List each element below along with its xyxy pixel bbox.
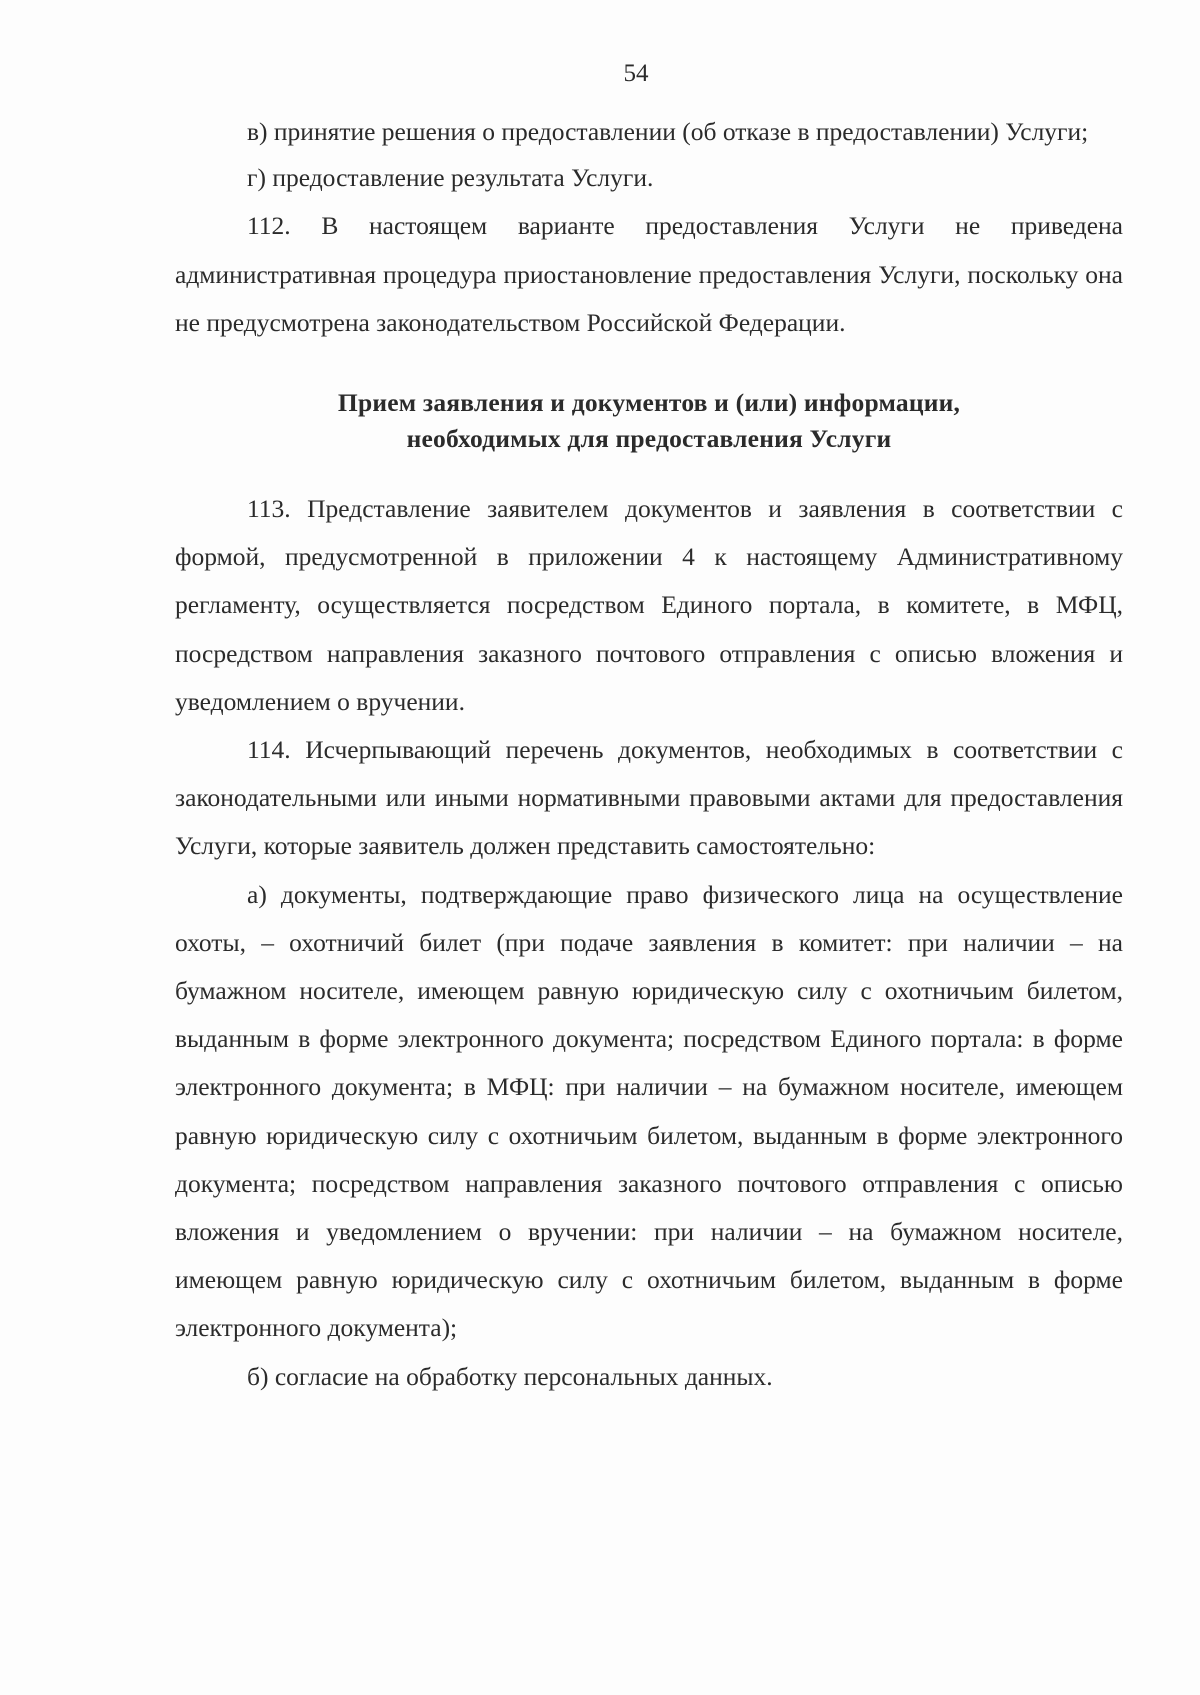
paragraph-113: 113. Представление заявителем документов и заявления в соответствии с формой, предусмотренной в приложении 4 к настоящему Административному регламенту, осуществляется посредством Единого портала, в комитете, в МФЦ, посредством направления заказного почтового отправления с описью вложения и уведомлением о вручении.	[175, 494, 1123, 716]
section-heading	[175, 385, 1123, 457]
section-heading-line-1: Прием заявления и документов и (или) информации,	[337, 388, 961, 418]
paragraph-item-b: б) согласие на обработку персональных данных.	[247, 1361, 773, 1391]
paragraph-112: 112. В настоящем варианте предоставления Услуги не приведена административная процедура приостановление предоставления Услуги, поскольку она не предусмотрена законодательством Российской Федерации.	[175, 211, 1123, 337]
paragraph-item-v: в) принятие решения о предоставлении (об отказе в предоставлении) Услуги;	[247, 117, 1089, 146]
paragraph-114: 114. Исчерпывающий перечень документов, необходимых в соответствии с законодательными или иными нормативными правовыми актами для предоставления Услуги, которые заявитель должен представить самостоятельно:	[175, 735, 1123, 861]
section-heading-line-2: необходимых для предоставления Услуги	[406, 424, 892, 454]
paragraph-item-g: г) предоставление результата Услуги.	[247, 163, 654, 193]
paragraph-item-a: а) документы, подтверждающие право физического лица на осуществление охоты, – охотничий билет (при подаче заявления в комитет: при наличии – на бумажном носителе, имеющем равную юридическую силу с охотничьим билетом, выданным в форме электронного документа; посредством Единого портала: в форме электронного документа; в МФЦ: при наличии – на бумажном носителе, имеющем равную юридическую силу с охотничьим билетом, выданным в форме электронного документа; посредством направления заказного почтового отправления с описью вложения и уведомлением о вручении: при наличии – на бумажном носителе, имеющем равную юридическую силу с охотничьим билетом, выданным в форме электронного документа);	[175, 879, 1123, 1343]
page-content	[175, 108, 1123, 1401]
page-number: 54	[623, 60, 649, 87]
